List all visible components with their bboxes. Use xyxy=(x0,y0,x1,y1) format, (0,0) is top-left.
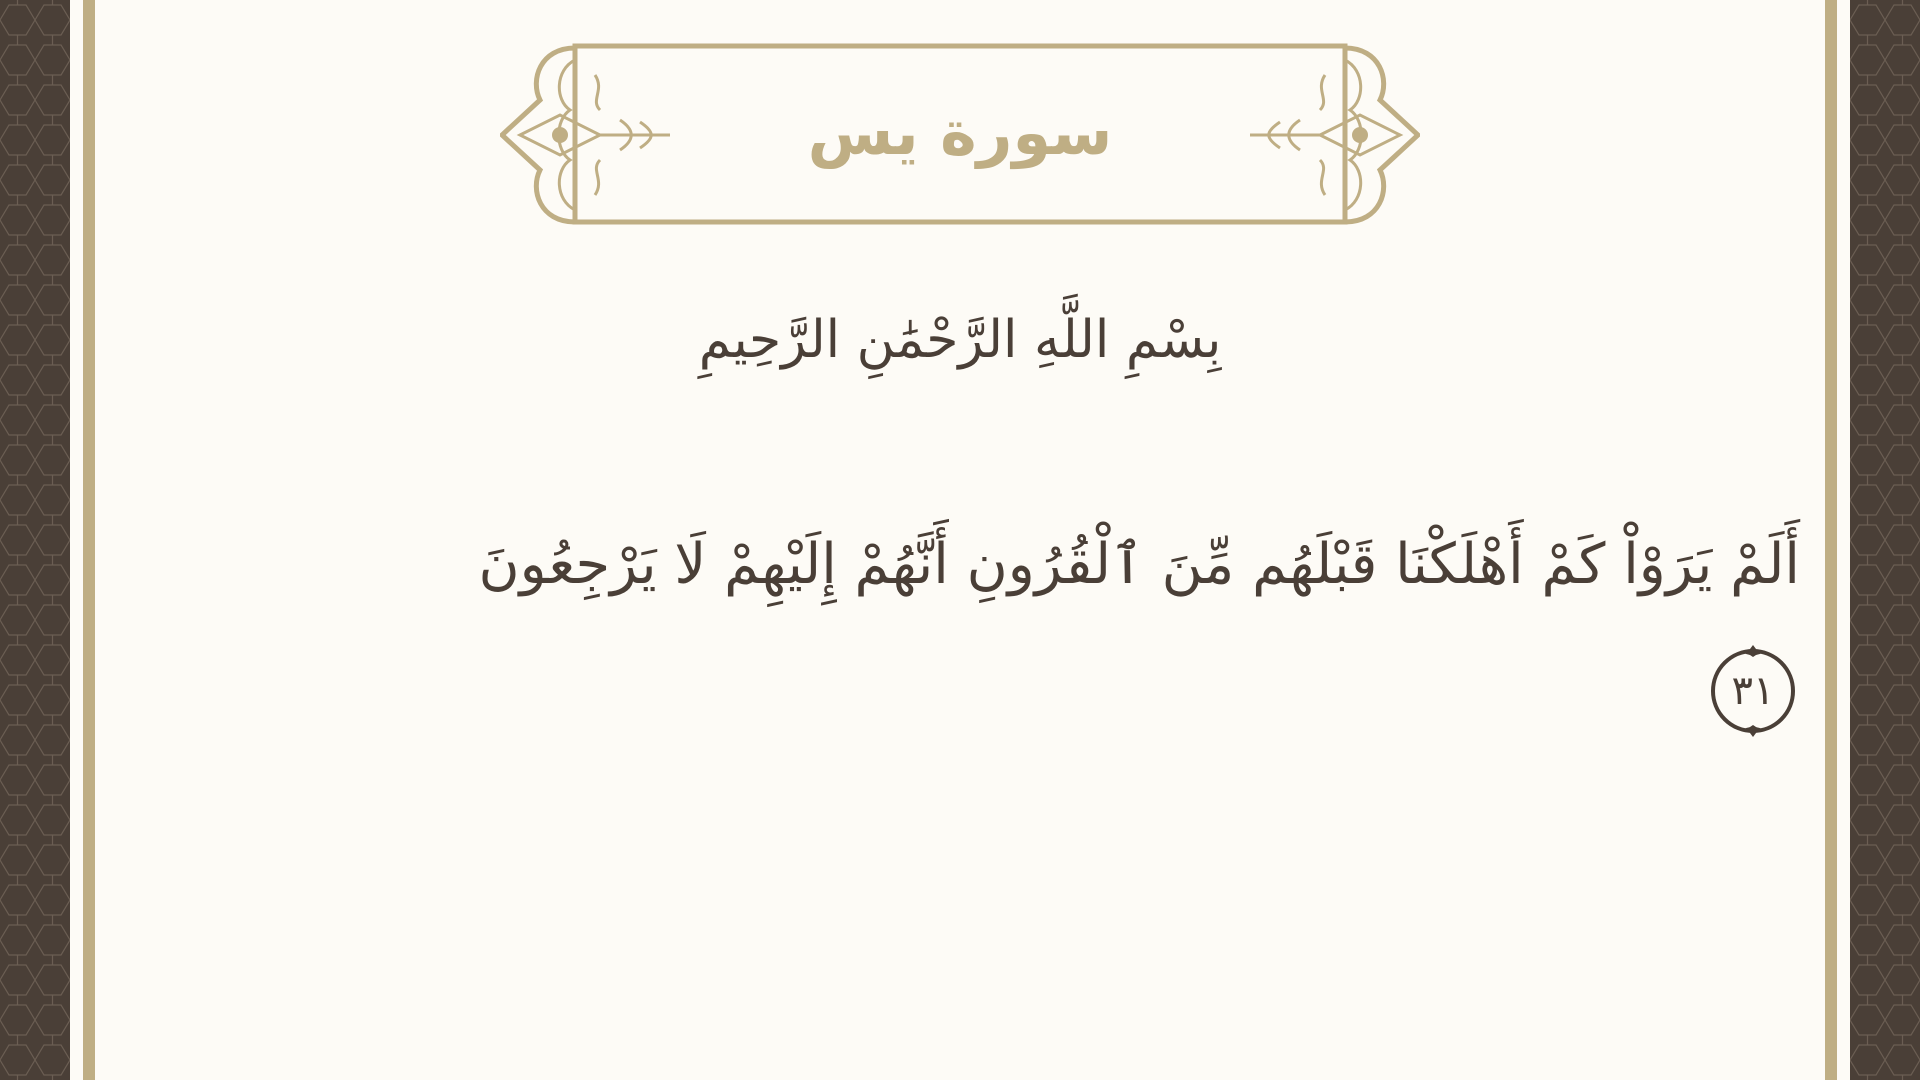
right-gold-rule xyxy=(1825,0,1837,1080)
verse-number: ٣١ xyxy=(1731,668,1775,714)
left-ornamental-border xyxy=(0,0,70,1080)
basmala-calligraphy: بِسْمِ اللَّهِ الرَّحْمَٰنِ الرَّحِيمِ xyxy=(698,310,1222,370)
right-ornamental-border xyxy=(1850,0,1920,1080)
verse-number-marker xyxy=(1705,643,1801,739)
surah-title: سورة يس xyxy=(807,96,1113,169)
left-gold-rule xyxy=(83,0,95,1080)
verse-text: أَلَمْ يَرَوْاْ كَمْ أَهْلَكْنَا قَبْلَهُم مِّنَ ٱلْقُرُونِ أَنَّهُمْ إِلَيْهِمْ لَا يَرْجِعُونَ xyxy=(478,532,1800,597)
surah-title-frame xyxy=(500,40,1420,230)
